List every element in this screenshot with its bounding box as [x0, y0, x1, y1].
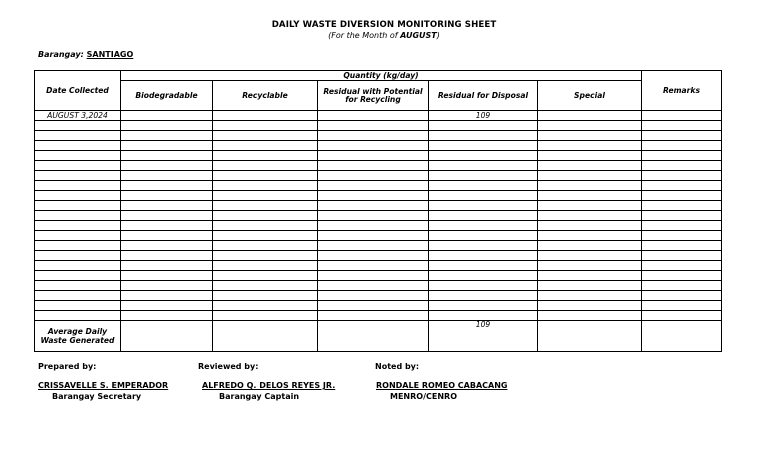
table-cell [538, 181, 642, 191]
table-cell [642, 221, 722, 231]
table-cell [213, 141, 318, 151]
table-cell [429, 191, 538, 201]
table-cell [121, 311, 213, 321]
table-cell [121, 231, 213, 241]
table-cell [642, 211, 722, 221]
table-cell [213, 281, 318, 291]
col-header-residual-disposal: Residual for Disposal [429, 81, 538, 111]
prepared-position: Barangay Secretary [52, 392, 142, 401]
table-cell [318, 271, 429, 281]
table-cell [121, 221, 213, 231]
table-cell [429, 171, 538, 181]
table-cell [318, 201, 429, 211]
table-cell [318, 121, 429, 131]
table-cell [642, 201, 722, 211]
table-cell [318, 161, 429, 171]
table-row [35, 281, 722, 291]
subtitle-prefix: (For the Month of [328, 31, 401, 40]
table-row [35, 291, 722, 301]
table-cell [213, 151, 318, 161]
table-cell [121, 281, 213, 291]
col-header-remarks: Remarks [642, 71, 722, 111]
table-cell [35, 181, 121, 191]
table-cell [213, 311, 318, 321]
table-cell [318, 281, 429, 291]
table-cell [213, 121, 318, 131]
table-cell [35, 291, 121, 301]
table-cell [429, 311, 538, 321]
table-cell [642, 261, 722, 271]
reviewed-position: Barangay Captain [219, 392, 300, 401]
table-cell [35, 121, 121, 131]
reviewed-name: ALFREDO Q. DELOS REYES JR. [202, 381, 336, 390]
table-cell [35, 311, 121, 321]
barangay-value: SANTIAGO [86, 50, 134, 59]
table-row [35, 151, 722, 161]
table-cell [538, 191, 642, 201]
table-cell [429, 271, 538, 281]
table-cell [35, 241, 121, 251]
table-cell [121, 291, 213, 301]
table-row [35, 231, 722, 241]
table-cell [538, 161, 642, 171]
table-cell [35, 251, 121, 261]
average-remarks [642, 321, 722, 352]
table-cell [429, 281, 538, 291]
table-cell [538, 131, 642, 141]
table-cell [121, 121, 213, 131]
average-residual-recycling [318, 321, 429, 352]
noted-label: Noted by: [375, 362, 420, 371]
table-cell [429, 161, 538, 171]
cell-date: AUGUST 3,2024 [35, 111, 121, 121]
table-cell [35, 161, 121, 171]
prepared-name: CRISSAVELLE S. EMPERADOR [38, 381, 169, 390]
table-cell [429, 151, 538, 161]
table-cell [318, 241, 429, 251]
table-cell [213, 271, 318, 281]
table-cell [429, 231, 538, 241]
waste-table [34, 70, 722, 352]
table-cell [35, 151, 121, 161]
average-special [538, 321, 642, 352]
table-cell [318, 181, 429, 191]
table-cell [429, 291, 538, 301]
table-cell [538, 241, 642, 251]
table-cell [213, 261, 318, 271]
table-cell [35, 301, 121, 311]
table-cell [121, 191, 213, 201]
table-row [35, 111, 722, 121]
table-cell [642, 141, 722, 151]
table-cell [318, 151, 429, 161]
table-cell [213, 171, 318, 181]
table-cell [318, 311, 429, 321]
table-cell [538, 271, 642, 281]
table-cell [213, 221, 318, 231]
table-cell [538, 251, 642, 261]
table-row [35, 161, 722, 171]
reviewed-label: Reviewed by: [198, 362, 259, 371]
table-cell [642, 161, 722, 171]
table-cell [538, 221, 642, 231]
table-cell [121, 141, 213, 151]
table-cell [538, 141, 642, 151]
table-cell [318, 221, 429, 231]
table-body [35, 111, 722, 321]
table-cell [642, 291, 722, 301]
table-cell [642, 151, 722, 161]
table-cell [121, 201, 213, 211]
table-cell [642, 281, 722, 291]
table-cell [318, 291, 429, 301]
table-cell [213, 241, 318, 251]
table-cell [429, 141, 538, 151]
table-cell [318, 301, 429, 311]
table-row [35, 131, 722, 141]
table-row [35, 271, 722, 281]
table-row [35, 121, 722, 131]
table-row [35, 141, 722, 151]
table-cell [35, 261, 121, 271]
cell-special [538, 111, 642, 121]
noted-name: RONDALE ROMEO CABACANG [376, 381, 508, 390]
cell-remarks [642, 111, 722, 121]
table-cell [35, 211, 121, 221]
table-cell [538, 291, 642, 301]
table-cell [538, 151, 642, 161]
subtitle-suffix: ) [436, 31, 440, 40]
table-cell [318, 211, 429, 221]
table-row [35, 311, 722, 321]
subtitle-month: AUGUST [400, 31, 437, 40]
table-cell [538, 261, 642, 271]
table-cell [35, 221, 121, 231]
table-cell [121, 161, 213, 171]
table-cell [35, 271, 121, 281]
table-cell [121, 211, 213, 221]
table-cell [213, 231, 318, 241]
table-cell [429, 131, 538, 141]
table-row [35, 171, 722, 181]
table-cell [213, 291, 318, 301]
cell-residual-disposal: 109 [429, 111, 538, 121]
average-residual-disposal: 109 [429, 321, 538, 352]
table-cell [642, 251, 722, 261]
table-row [35, 261, 722, 271]
table-cell [35, 201, 121, 211]
table-cell [429, 221, 538, 231]
table-cell [429, 181, 538, 191]
table-cell [538, 301, 642, 311]
table-row [35, 181, 722, 191]
table-row [35, 211, 722, 221]
table-cell [121, 151, 213, 161]
table-cell [538, 121, 642, 131]
col-header-special: Special [538, 81, 642, 111]
table-cell [318, 191, 429, 201]
table-cell [121, 241, 213, 251]
table-cell [642, 181, 722, 191]
cell-recyclable [213, 111, 318, 121]
sheet-title: DAILY WASTE DIVERSION MONITORING SHEET [271, 20, 497, 30]
table-cell [318, 141, 429, 151]
table-cell [213, 211, 318, 221]
average-row [35, 321, 722, 352]
sheet-subtitle [0, 31, 768, 40]
table-row [35, 241, 722, 251]
table-cell [35, 141, 121, 151]
table-cell [642, 121, 722, 131]
table-cell [642, 241, 722, 251]
table-cell [121, 301, 213, 311]
table-cell [538, 211, 642, 221]
table-cell [642, 131, 722, 141]
prepared-label: Prepared by: [38, 362, 97, 371]
table-cell [642, 231, 722, 241]
table-cell [642, 301, 722, 311]
col-header-date: Date Collected [35, 71, 121, 111]
table-cell [429, 201, 538, 211]
table-row [35, 191, 722, 201]
table-cell [538, 231, 642, 241]
table-cell [318, 131, 429, 141]
average-recyclable [213, 321, 318, 352]
table-cell [35, 231, 121, 241]
table-cell [642, 171, 722, 181]
table-cell [429, 121, 538, 131]
noted-position: MENRO/CENRO [390, 392, 457, 401]
table-cell [642, 271, 722, 281]
table-cell [35, 171, 121, 181]
table-cell [213, 131, 318, 141]
table-cell [642, 311, 722, 321]
average-biodegradable [121, 321, 213, 352]
table-cell [318, 171, 429, 181]
table-cell [642, 191, 722, 201]
table-cell [318, 231, 429, 241]
table-cell [538, 281, 642, 291]
table-cell [213, 301, 318, 311]
table-cell [213, 201, 318, 211]
table-cell [429, 261, 538, 271]
table-cell [429, 301, 538, 311]
table-cell [538, 171, 642, 181]
table-cell [213, 251, 318, 261]
table-cell [121, 131, 213, 141]
table-cell [429, 251, 538, 261]
table-cell [318, 261, 429, 271]
table-cell [121, 261, 213, 271]
table-row [35, 201, 722, 211]
table-cell [121, 271, 213, 281]
col-header-recyclable: Recyclable [213, 81, 318, 111]
table-row [35, 221, 722, 231]
table-cell [538, 201, 642, 211]
table-cell [35, 281, 121, 291]
table-cell [429, 211, 538, 221]
table-cell [121, 181, 213, 191]
table-cell [429, 241, 538, 251]
col-header-biodegradable: Biodegradable [121, 81, 213, 111]
table-cell [318, 251, 429, 261]
table-row [35, 301, 722, 311]
table-cell [213, 181, 318, 191]
table-cell [538, 311, 642, 321]
cell-residual-recycling [318, 111, 429, 121]
table-cell [121, 251, 213, 261]
table-row [35, 251, 722, 261]
col-header-quantity: Quantity (kg/day) [121, 71, 642, 81]
table-cell [121, 171, 213, 181]
average-label: Average Daily Waste Generated [35, 321, 121, 352]
table-cell [35, 131, 121, 141]
barangay-label: Barangay: [38, 50, 87, 59]
barangay-line [38, 50, 133, 59]
table-cell [213, 191, 318, 201]
col-header-residual-recycling: Residual with Potential for Recycling [318, 81, 429, 111]
cell-biodegradable [121, 111, 213, 121]
table-cell [35, 191, 121, 201]
table-cell [213, 161, 318, 171]
